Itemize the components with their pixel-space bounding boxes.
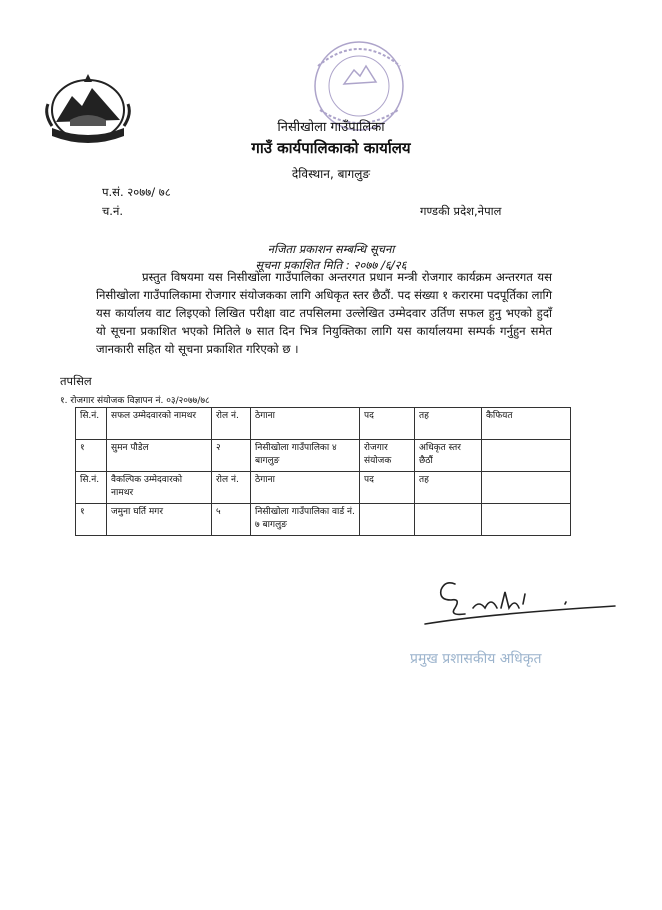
table-cell: सुमन पौडेल xyxy=(107,440,212,472)
result-table xyxy=(75,407,571,536)
signature xyxy=(415,574,625,634)
table-cell: २ xyxy=(212,440,251,472)
table-cell: निसीखोला गाउँपालिका वार्ड नं. ७ बागलुङ xyxy=(251,504,360,536)
table-cell: १ xyxy=(76,504,107,536)
dispatch-number: च.नं. xyxy=(102,204,123,218)
province-name: गण्डकी प्रदेश,नेपाल xyxy=(420,204,502,218)
municipality-name: निसीखोला गाउँपालिका xyxy=(277,120,385,135)
table-cell: जमुना घर्ति मगर xyxy=(107,504,212,536)
table-cell: ठेगाना xyxy=(251,408,360,440)
table-cell: वैकल्पिक उम्मेदवारको नामथर xyxy=(107,472,212,504)
table-cell: सि.नं. xyxy=(76,472,107,504)
signatory-designation: प्रमुख प्रशासकीय अधिकृत xyxy=(410,651,542,667)
table-cell: तह xyxy=(415,472,482,504)
table-cell: तह xyxy=(415,408,482,440)
table-cell xyxy=(482,472,571,504)
letter-number: प.सं. २०७७/ ७८ xyxy=(102,185,171,199)
details-subheading: १. रोजगार संयोजक विज्ञापन नं. ०३/२०७७/७८ xyxy=(60,396,210,406)
table-cell: १ xyxy=(76,440,107,472)
table-row xyxy=(76,440,571,472)
notice-date: सूचना प्रकाशित मिति : २०७७ /६/२६ xyxy=(255,258,407,272)
table-cell xyxy=(360,504,415,536)
table-cell: सफल उम्मेदवारको नामथर xyxy=(107,408,212,440)
notice-title: नजिता प्रकाशन सम्बन्धि सूचना xyxy=(267,242,395,256)
table-cell xyxy=(482,504,571,536)
notice-body: प्रस्तुत विषयमा यस निसीखोला गाउँपालिका अन्तरगत प्रधान मन्त्री रोजगार कार्यक्रम अन्तरगत यस निसीखोला गाउँपालिकामा रोजगार संयोजकका लागि अधिकृत स्तर छैठौं. पद संख्या १ करारमा पदपूर्तिका लागि यस कार्यालय वाट लिइएको लिखित परीक्षा वाट तपसिलमा उल्लेखित उम्मेदवार उर्तिण सफल हुनु भएको हुदाँ यो सूचना प्रकाशित भएको मितिले ७ सात दिन भित्र नियुक्तिका लागि यस कार्यालयमा सम्पर्क गर्नुहुन समेत जानकारी सहित यो सूचना प्रकाशित गरिएको छ । xyxy=(96,270,552,356)
table-cell: अधिकृत स्तर छैठौं xyxy=(415,440,482,472)
table-cell: सि.नं. xyxy=(76,408,107,440)
office-address: देविस्थान, बागलुङ xyxy=(291,167,371,181)
table-cell: पद xyxy=(360,472,415,504)
table-header-row xyxy=(76,472,571,504)
table-cell: कैफियत xyxy=(482,408,571,440)
table-cell: ५ xyxy=(212,504,251,536)
table-header-row xyxy=(76,408,571,440)
table-row xyxy=(76,504,571,536)
table-cell: निसीखोला गाउँपालिका ४ बागलुङ xyxy=(251,440,360,472)
table-cell xyxy=(482,440,571,472)
table-cell: ठेगाना xyxy=(251,472,360,504)
details-label: तपसिल xyxy=(60,374,92,388)
table-cell: पद xyxy=(360,408,415,440)
table-cell: रोजगार संयोजक xyxy=(360,440,415,472)
table-cell: रोल नं. xyxy=(212,408,251,440)
table-cell: रोल नं. xyxy=(212,472,251,504)
table-cell xyxy=(415,504,482,536)
office-name: गाउँ कार्यपालिकाको कार्यालय xyxy=(251,139,411,157)
